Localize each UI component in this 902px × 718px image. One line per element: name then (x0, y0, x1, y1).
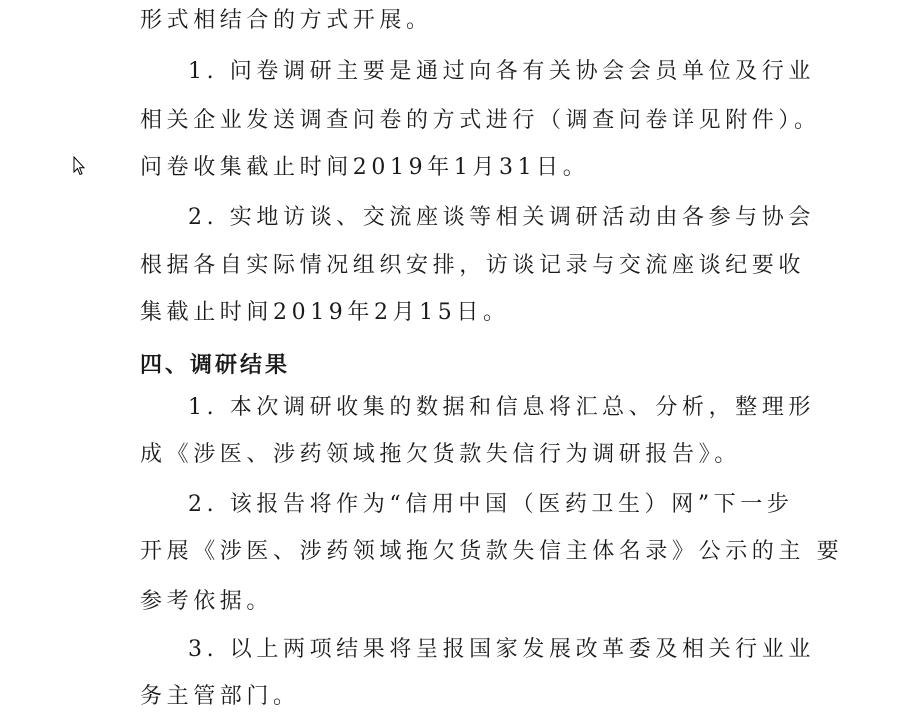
results-item-1-line-1: 1. 本次调研收集的数据和信息将汇总、分析，整理形 (188, 395, 815, 420)
results-item-2-line-3: 参考依据。 (140, 589, 274, 614)
numbered-item-1-line-3: 问卷收集截止时间2019年1月31日。 (140, 155, 590, 180)
results-item-3-line-2: 务主管部门。 (140, 684, 300, 709)
section-heading-research-results: 四、调研结果 (140, 352, 291, 378)
results-item-2-line-2: 开展《涉医、涉药领域拖欠货款失信主体名录》公示的主 要 (140, 539, 844, 564)
numbered-item-1-line-1: 1. 问卷调研主要是通过向各有关协会会员单位及行业 (188, 59, 815, 84)
results-item-2-line-1: 2. 该报告将作为“信用中国（医药卫生）网”下一步 (188, 492, 794, 517)
numbered-item-2-line-1: 2. 实地访谈、交流座谈等相关调研活动由各参与协会 (188, 205, 815, 230)
results-item-1-line-2: 成《涉医、涉药领域拖欠货款失信行为调研报告》。 (140, 442, 741, 467)
mouse-pointer-icon (73, 156, 85, 176)
paragraph-line-continuation: 形式相结合的方式开展。 (140, 8, 433, 33)
results-item-3-line-1: 3. 以上两项结果将呈报国家发展改革委及相关行业业 (188, 637, 815, 662)
numbered-item-1-line-2: 相关企业发送调查问卷的方式进行（调查问卷详见附件）。 (140, 108, 821, 133)
numbered-item-2-line-2: 根据各自实际情况组织安排，访谈记录与交流座谈纪要收 (140, 253, 806, 278)
numbered-item-2-line-3: 集截止时间2019年2月15日。 (140, 300, 510, 325)
